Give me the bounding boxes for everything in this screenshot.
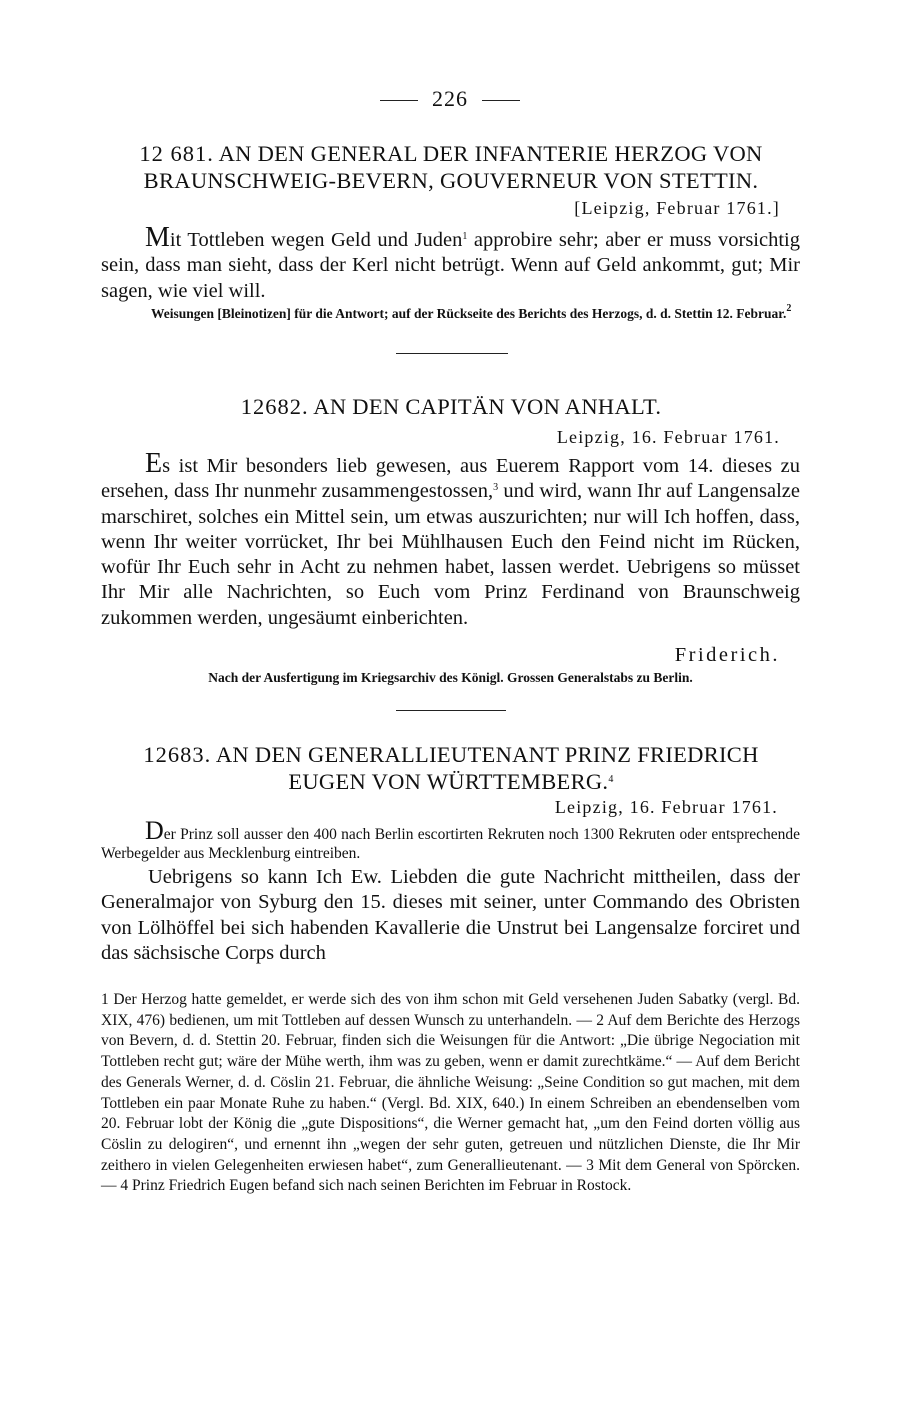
initial-letter: M bbox=[145, 222, 170, 253]
dateline: Leipzig, 16. Februar 1761. bbox=[554, 797, 778, 817]
heading-line: AN DEN CAPITÄN VON ANHALT. bbox=[313, 394, 662, 419]
header-dash-right bbox=[482, 100, 520, 101]
footnotes: 1 Der Herzog hatte gemeldet, er werde sich des von ihm schon mit Geld versehenen Juden Sabatky (vergl. Bd. XIX, 476) bedienen, um mit Tottleben auf dessen Wunsch zu unterhandeln. — 2 Auf dem Berichte des Herzogs von Bevern, d. d. Stettin 20. Februar, finden sich die Weisungen für die Antwort: „Die übrige Negociation mit Tottleben recht gut; wäre der Mühe werth, ihm was zu geben, wenn er damit zurechtkäme.“ — Auf dem Bericht des Generals Werner, d. d. Cöslin 21. Februar, die ähnliche Weisung: „Seine Condition so gut machen, mit dem Tottleben ein paar Monate Ruhe zu haben.“ (Vergl. Bd. XIX, 640.) In einem Schreiben an ebendenselben vom 20. Februar lobt der König die „gute Dispositions“, die Werner gemacht hat, „um den Feind dorten völlig aus Cöslin zu delogiren“, und ernennt ihn „wegen der sehr guten, getreuen und nützlichen Dienste, die Ihr Mir zeithero in vielen Gelegenheiten erwiesen habet“, zum Generallieutenant. — 3 Mit dem General von Spörcken. — 4 Prinz Friedrich Eugen befand sich nach seinen Berichten im Februar in Rostock. bbox=[101, 991, 800, 1195]
section-divider bbox=[396, 710, 506, 711]
dateline: [Leipzig, Februar 1761.] bbox=[574, 198, 780, 218]
header-dash-left bbox=[380, 100, 418, 101]
letter-body bbox=[101, 222, 800, 304]
page-header bbox=[0, 86, 900, 112]
heading-line: AN DEN GENERAL DER INFANTERIE HERZOG VON bbox=[218, 141, 763, 166]
source-note: Nach der Ausfertigung im Kriegsarchiv des Königl. Grossen Generalstabs zu Berlin. bbox=[208, 670, 693, 685]
footnote-ref: 2 bbox=[786, 303, 792, 314]
heading-line: BRAUNSCHWEIG-BEVERN, GOUVERNEUR VON STETTIN. bbox=[143, 168, 759, 193]
letter-number: 12683. bbox=[143, 742, 212, 767]
letter-number: 12 681. bbox=[139, 141, 214, 166]
initial-letter: D bbox=[145, 816, 164, 845]
section-divider bbox=[396, 353, 508, 354]
signature: Friderich. bbox=[674, 644, 780, 666]
body-text: s ist Mir besonders lieb gewesen, aus Euerem Rapport vom 14. dieses zu ersehen, dass Ihr nunmehr zusammengestossen, bbox=[101, 455, 800, 503]
letter-heading-12682 bbox=[100, 393, 802, 420]
summary-body: er Prinz soll ausser den 400 nach Berlin escortirten Rekruten noch 1300 Rekruten oder entsprechende Werbegelder aus Mecklenburg eintreiben. bbox=[101, 826, 800, 862]
body-text: approbire sehr; aber er muss vorsichtig sein, dass man sieht, dass der Kerl nicht betrügt. Wenn auf Geld ankommt, gut; Mir sagen, wie viel will. bbox=[101, 229, 800, 302]
heading-line: EUGEN VON WÜRTTEMBERG. bbox=[288, 769, 609, 794]
letter-body: Uebrigens so kann Ich Ew. Liebden die gute Nachricht mittheilen, dass der Generalmajor von Syburg den 15. dieses mit seiner, unter Commando des Obristen von Lölhöffel bei sich habenden Kavallerie die Unstrut bei Langensalze forciret und das sächsische Corps durch bbox=[101, 866, 800, 964]
body-text: it Tottleben wegen Geld und Juden bbox=[169, 229, 463, 251]
footnote-ref: 4 bbox=[608, 774, 614, 785]
footnote-ref: 3 bbox=[493, 482, 499, 494]
footnote-ref: 1 bbox=[462, 231, 468, 242]
dateline: Leipzig, 16. Februar 1761. bbox=[556, 427, 780, 447]
source-note bbox=[101, 303, 800, 323]
initial-letter: E bbox=[145, 448, 163, 479]
letter-number: 12682. bbox=[240, 394, 309, 419]
summary-text bbox=[101, 816, 800, 863]
source-text: Weisungen [Bleinotizen] für die Antwort; auf der Rückseite des Berichts des Herzogs, d. d. Stettin 12. Februar. bbox=[151, 306, 787, 321]
page-number: 226 bbox=[432, 86, 468, 111]
heading-line: AN DEN GENERALLIEUTENANT PRINZ FRIEDRICH bbox=[215, 742, 759, 767]
letter-heading-12681 bbox=[100, 140, 802, 194]
letter-body bbox=[101, 448, 800, 631]
letter-heading-12683 bbox=[100, 741, 802, 795]
body-text: und wird, wann Ihr auf Langensalze marschiret, solches ein Mittel sein, um etwas auszurichten; nur will Ich hoffen, dass, wenn Ihr weiter vorrücket, Ihr bei Mühlhausen Euch den Feind nicht im Rücken, wofür Ihr Euch sehr in Acht zu nehmen habet, lassen werdet. Uebrigens so müsset Ihr Mir alle Nachrichten, so Euch vom Prinz Ferdinand von Braunschweig zukommen werden, ungesäumt einberichten. bbox=[101, 480, 800, 629]
